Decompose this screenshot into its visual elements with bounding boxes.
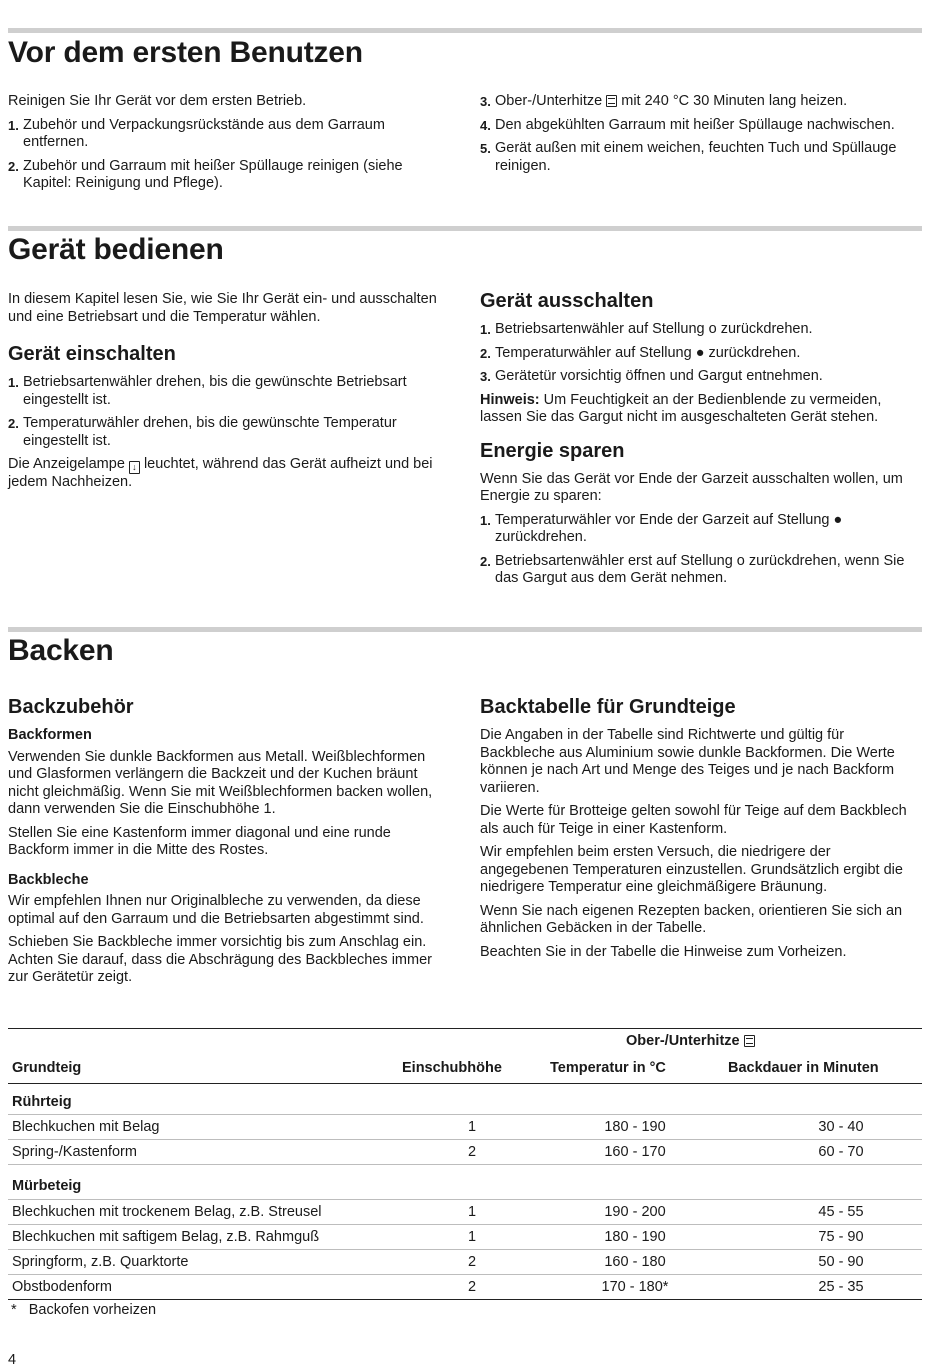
- operate-left-column: [8, 291, 453, 498]
- baking-trays-heading: Backbleche: [8, 871, 89, 888]
- indicator-lamp-text: Die Anzeigelampe ↓ leuchtet, während das Gerät aufheizt und bei jedem Nachheizen.: [8, 456, 433, 490]
- baking-tins-p1: Verwenden Sie dunkle Backformen aus Metall. Weißblechformen und Glasformen verlängern die Backzeit und der Kuchen bräunt nicht gleichmäßig. Wenn Sie mit Weißblechformen backen wollen, dann verwenden Sie die Einschubhöhe 1.: [8, 748, 433, 817]
- col-header-dough: Grundteig: [12, 1060, 82, 1076]
- bakeware-heading: Backzubehör: [8, 696, 134, 718]
- baking-table-p2: Die Werte für Brotteige gelten sowohl für Teige auf dem Backblech als auch für Teige in einer Kastenform.: [480, 803, 907, 837]
- step-item: 2. Zubehör und Garraum mit heißer Spüllauge reinigen (siehe Kapitel: Reinigung und Pflege).: [8, 157, 403, 191]
- table-row: Springform, z.B. Quarktorte 2 160 - 180 50 - 90: [8, 1250, 922, 1275]
- energy-saving-steps: [480, 512, 920, 588]
- step-item: 1. Betriebsartenwähler drehen, bis die gewünschte Betriebsart eingestellt ist.: [8, 374, 407, 408]
- step-item: 3. Gerätetür vorsichtig öffnen und Gargut entnehmen.: [480, 368, 823, 384]
- baking-left-column: [8, 695, 448, 993]
- baking-trays-p1: Wir empfehlen Ihnen nur Originalbleche zu verwenden, da diese optimal auf den Garraum und die Betriebsarten abgestimmt sind.: [8, 893, 424, 927]
- col-header-temp: Temperatur in °C: [550, 1060, 666, 1076]
- step-item: 3. Ober-/Unterhitze mit 240 °C 30 Minuten lang heizen.: [480, 93, 848, 109]
- first-use-right-column: [480, 93, 920, 181]
- baking-table-p5: Beachten Sie in der Tabelle die Hinweise zum Vorheizen.: [480, 943, 847, 960]
- table-mode-header-row: [8, 1029, 922, 1054]
- first-use-left-column: [8, 93, 453, 199]
- note-paragraph: Hinweis: Um Feuchtigkeit an der Bedienblende zu vermeiden, lassen Sie das Gargut nicht im ausgeschalteten Gerät stehen.: [480, 391, 882, 425]
- operate-right-column: [480, 289, 920, 594]
- thermometer-lamp-icon: ↓: [129, 461, 140, 474]
- operate-intro: In diesem Kapitel lesen Sie, wie Sie Ihr Gerät ein- und ausschalten und eine Betriebsart und die Temperatur wählen.: [8, 291, 437, 325]
- step-item: 1. Temperaturwähler vor Ende der Garzeit auf Stellung ● zurückdrehen.: [480, 511, 843, 545]
- step-item: 2. Temperaturwähler auf Stellung ● zurückdrehen.: [480, 344, 801, 361]
- baking-tins-heading: Backformen: [8, 727, 92, 743]
- top-bottom-heat-icon: [744, 1035, 755, 1047]
- section-title-baking: Backen: [8, 634, 114, 667]
- col-header-time: Backdauer in Minuten: [728, 1060, 879, 1076]
- baking-table-p1: Die Angaben in der Tabelle sind Richtwerte und gültig für Backbleche aus Aluminium sowie dunkle Backformen. Die Werte können je nach Art und Menge des Teiges und je nach Backform variieren.: [480, 727, 895, 796]
- baking-tins-p2: Stellen Sie eine Kastenform immer diagonal und eine runde Backform immer in die Mitte des Rostes.: [8, 824, 391, 858]
- col-header-level: Einschubhöhe: [402, 1060, 502, 1076]
- section-rule: [8, 627, 922, 632]
- switch-on-steps: [8, 374, 453, 450]
- step-item: 5. Gerät außen mit einem weichen, feuchten Tuch und Spüllauge reinigen.: [480, 140, 897, 174]
- table-row: Spring-/Kastenform 2 160 - 170 60 - 70: [8, 1140, 922, 1165]
- switch-off-steps: [480, 321, 920, 386]
- table-row: Obstbodenform 2 170 - 180* 25 - 35: [8, 1275, 922, 1300]
- first-use-steps-right: [480, 93, 920, 175]
- table-row: Blechkuchen mit Belag 1 180 - 190 30 - 40: [8, 1115, 922, 1140]
- section-title-first-use: Vor dem ersten Benutzen: [8, 36, 363, 69]
- switch-off-heading: Gerät ausschalten: [480, 290, 654, 312]
- baking-table-p4: Wenn Sie nach eigenen Rezepten backen, orientieren Sie sich an ähnlichen Gebäcken in der Tabelle.: [480, 902, 903, 936]
- table-header-row: [8, 1053, 922, 1084]
- step-item: 2. Betriebsartenwähler erst auf Stellung o zurückdrehen, wenn Sie das Gargut aus dem Gerät nehmen.: [480, 552, 905, 586]
- step-item: 1. Zubehör und Verpackungsrückstände aus dem Garraum entfernen.: [8, 116, 385, 150]
- top-bottom-heat-icon: [606, 95, 617, 107]
- table-footnote: * Backofen vorheizen: [11, 1302, 157, 1318]
- section-rule: [8, 28, 922, 33]
- switch-on-heading: Gerät einschalten: [8, 343, 176, 365]
- table-group-row: Mürbeteig: [8, 1165, 922, 1200]
- energy-saving-heading: Energie sparen: [480, 439, 625, 462]
- table-group-row: Rührteig: [8, 1084, 922, 1115]
- step-item: 2. Temperaturwähler drehen, bis die gewünschte Temperatur eingestellt ist.: [8, 415, 397, 449]
- first-use-intro: Reinigen Sie Ihr Gerät vor dem ersten Betrieb.: [8, 93, 307, 109]
- step-item: 4. Den abgekühlten Garraum mit heißer Spüllauge nachwischen.: [480, 116, 895, 133]
- section-title-operate: Gerät bedienen: [8, 233, 224, 266]
- baking-trays-p2: Schieben Sie Backbleche immer vorsichtig bis zum Anschlag ein. Achten Sie darauf, dass die Abschrägung des Backbleches immer zur Gerätetür zeigt.: [8, 934, 432, 985]
- table-row: Blechkuchen mit trockenem Belag, z.B. Streusel 1 190 - 200 45 - 55: [8, 1200, 922, 1225]
- mode-header: Ober-/Unterhitze: [546, 1029, 922, 1054]
- baking-table: [8, 1028, 922, 1300]
- table-row: Blechkuchen mit saftigem Belag, z.B. Rahmguß 1 180 - 190 75 - 90: [8, 1225, 922, 1250]
- baking-table-p3: Wir empfehlen beim ersten Versuch, die niedrigere der angegebenen Temperaturen einzustellen. Grundsätzlich ergibt die niedrigere Temperatur eine gleichmäßigere Bräunung.: [480, 844, 903, 895]
- page-number: 4: [8, 1352, 17, 1368]
- first-use-steps-left: [8, 117, 453, 193]
- step-item: 1. Betriebsartenwähler auf Stellung o zurückdrehen.: [480, 321, 813, 337]
- baking-table-heading: Backtabelle für Grundteige: [480, 696, 736, 718]
- section-rule: [8, 226, 922, 231]
- energy-saving-intro: Wenn Sie das Gerät vor Ende der Garzeit ausschalten wollen, um Energie zu sparen:: [480, 470, 903, 504]
- baking-right-column: [480, 695, 920, 967]
